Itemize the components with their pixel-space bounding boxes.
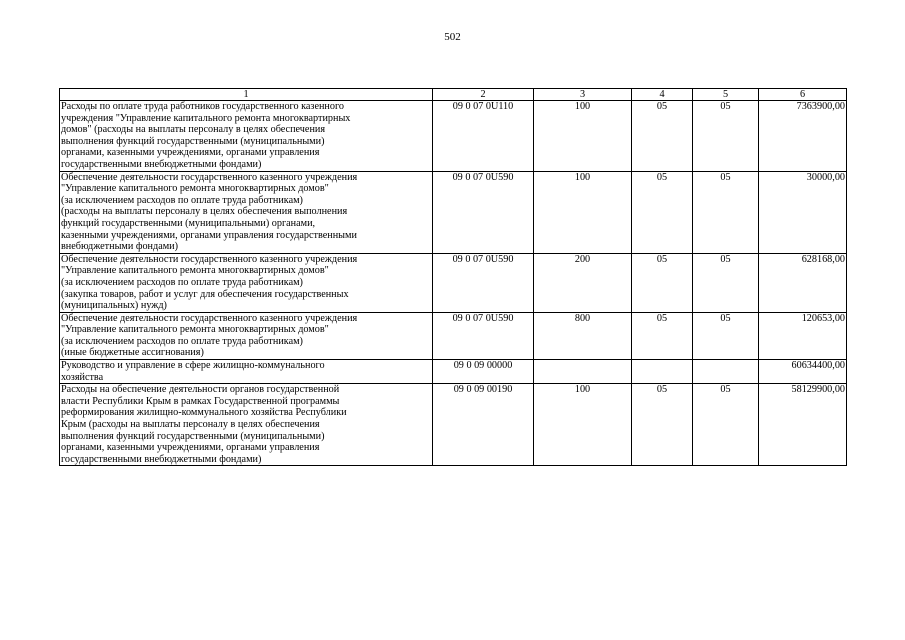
header-col-2: 2 (433, 89, 534, 101)
row-target-code: 09 0 07 0U590 (433, 253, 534, 312)
budget-table (59, 88, 847, 466)
row-section: 05 (632, 312, 693, 359)
row-section: 05 (632, 253, 693, 312)
row-expense-type: 100 (534, 101, 632, 172)
header-col-3: 3 (534, 89, 632, 101)
header-col-5: 5 (693, 89, 759, 101)
row-amount: 7363900,00 (759, 101, 847, 172)
row-subsection: 05 (693, 101, 759, 172)
row-expense-type: 100 (534, 171, 632, 253)
row-expense-type: 800 (534, 312, 632, 359)
row-target-code: 09 0 07 0U590 (433, 171, 534, 253)
row-target-code: 09 0 09 00000 (433, 360, 534, 384)
row-target-code: 09 0 07 0U590 (433, 312, 534, 359)
row-description: Обеспечение деятельности государственного казенного учреждения "Управление капитального ремонта многоквартирных домов" (за исключением расходов по оплате труда работникам) (иные бюджетные ассигнования) (60, 312, 433, 359)
page-number: 502 (444, 31, 461, 43)
row-description: Обеспечение деятельности государственного казенного учреждения "Управление капитального ремонта многоквартирных домов" (за исключением расходов по оплате труда работникам) (закупка товаров, работ и услуг для обеспечения государственных (муниципальных) нужд) (60, 253, 433, 312)
table-row (60, 360, 847, 384)
row-subsection: 05 (693, 253, 759, 312)
row-amount: 58129900,00 (759, 384, 847, 466)
row-description: Обеспечение деятельности государственного казенного учреждения "Управление капитального ремонта многоквартирных домов" (за исключением расходов по оплате труда работникам) (расходы на выплаты персоналу в целях обеспечения выполнения функций государственными (муниципальными) органами, казенными учреждениями, органами управления государственными внебюджетными фондами) (60, 171, 433, 253)
row-amount: 628168,00 (759, 253, 847, 312)
table-header-row (60, 89, 847, 101)
row-expense-type: 200 (534, 253, 632, 312)
row-target-code: 09 0 07 0U110 (433, 101, 534, 172)
row-expense-type: 100 (534, 384, 632, 466)
row-amount: 120653,00 (759, 312, 847, 359)
row-section: 05 (632, 171, 693, 253)
row-section: 05 (632, 384, 693, 466)
row-subsection: 05 (693, 171, 759, 253)
row-section (632, 360, 693, 384)
row-description: Руководство и управление в сфере жилищно-коммунального хозяйства (60, 360, 433, 384)
table-row (60, 384, 847, 466)
row-expense-type (534, 360, 632, 384)
row-target-code: 09 0 09 00190 (433, 384, 534, 466)
row-subsection (693, 360, 759, 384)
header-col-4: 4 (632, 89, 693, 101)
table-row (60, 253, 847, 312)
row-subsection: 05 (693, 312, 759, 359)
header-col-1: 1 (60, 89, 433, 101)
table-row (60, 171, 847, 253)
table-row (60, 312, 847, 359)
row-amount: 30000,00 (759, 171, 847, 253)
row-description: Расходы на обеспечение деятельности органов государственной власти Республики Крым в рамках Государственной программы реформирования жилищно-коммунального хозяйства Республики Крым (расходы на выплаты персоналу в целях обеспечения выполнения функций государственными (муниципальными) органами, казенными учреждениями, органами управления государственными внебюджетными фондами) (60, 384, 433, 466)
row-description: Расходы по оплате труда работников государственного казенного учреждения "Управление капитального ремонта многоквартирных домов" (расходы на выплаты персоналу в целях обеспечения выполнения функций государственными (муниципальными) органами, казенными учреждениями, органами управления государственными внебюджетными фондами) (60, 101, 433, 172)
row-subsection: 05 (693, 384, 759, 466)
table-row (60, 101, 847, 172)
row-section: 05 (632, 101, 693, 172)
row-amount: 60634400,00 (759, 360, 847, 384)
header-col-6: 6 (759, 89, 847, 101)
